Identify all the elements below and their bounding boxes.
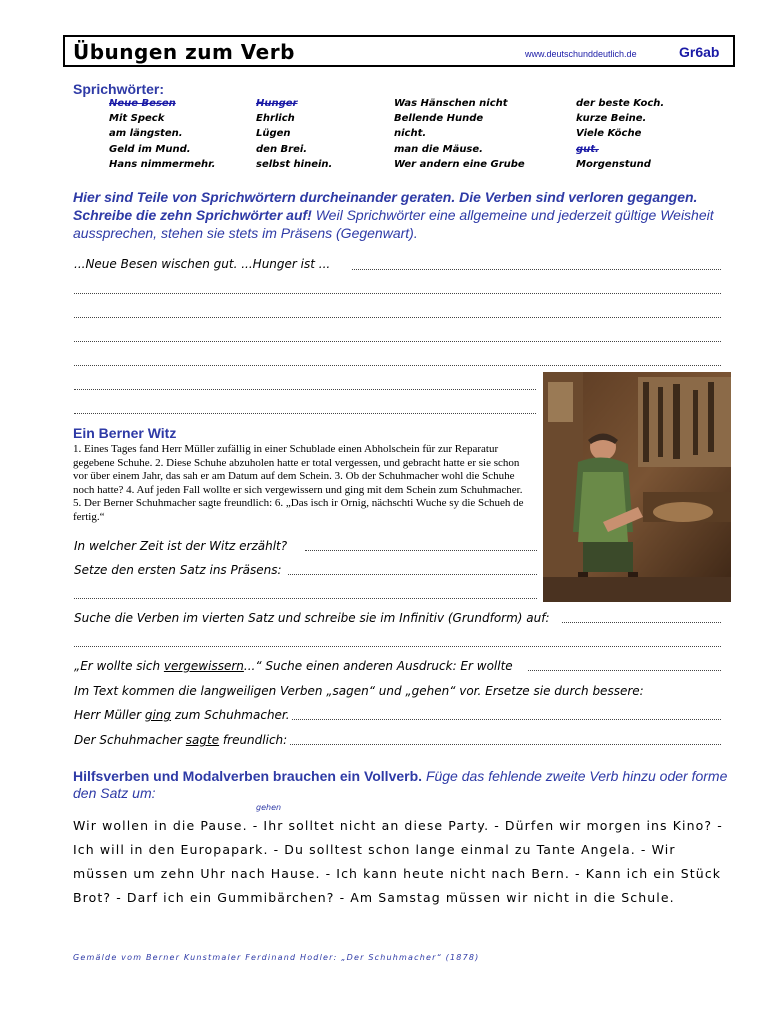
word-cell: den Brei. <box>256 144 308 155</box>
word-cell: Viele Köche <box>576 128 642 139</box>
page-title: Übungen zum Verb <box>73 40 295 64</box>
hilfsverben-sentences: Wir wollen in die Pause. - Ihr solltet nicht an diese Party. - Dürfen wir morgen ins Kino? - Ich will in den Europapark. - Du solltest schon lange einmal zu Tante Angela. - Wir müssen um zehn Uhr nach Hause. - Ich kann heute nicht nach Bern. - Kann ich ein Stück Brot? - Darf ich ein Gummibärchen? - Am Samstag müssen wir nicht in die Schule. <box>73 818 723 905</box>
hilfsverben-bold: Hilfsverben und Modalverben brauchen ein Vollverb. <box>73 768 423 784</box>
question-verbs: Im Text kommen die langweiligen Verben „sagen“ und „gehen“ vor. Ersetze sie durch bessere: <box>74 684 644 698</box>
word-cell: Bellende Hunde <box>394 113 484 124</box>
word-cell: am längsten. <box>109 128 183 139</box>
word-cell: Hunger <box>256 98 298 109</box>
word-cell: Neue Besen <box>109 98 176 109</box>
instruction-normal: Weil Sprichwörter eine allgemeine und jederzeit gültige Weisheit aussprechen, stehen sie stets im Präsens (Gegenwart). <box>73 207 714 241</box>
word-cell: nicht. <box>394 128 427 139</box>
question-ging: Herr Müller ging zum Schuhmacher. <box>74 708 290 722</box>
question-sagte: Der Schuhmacher sagte freundlich: <box>74 733 288 747</box>
answer-line[interactable] <box>74 377 536 390</box>
witz-heading: Ein Berner Witz <box>73 425 177 441</box>
witz-text: 1. Eines Tages fand Herr Müller zufällig in einer Schublade einen Abholschein für zur Reparatur gegebene Schuhe. 2. Diese Schuhe abzuholen hatte er total vergessen, und gebracht hatte er sie schon vor über einem Jahr, das sah er am Datum auf dem Schein. 3. Ob der Schuhmacher wohl die Schuhe noch hatte? 4. Auf jeden Fall wollte er sich vergewissern und ging mit dem Schein zum Schuhmacher. 5. Der Berner Schuhmacher sagte freundlich: 6. „Das isch ir Ornig, nächschti Wuche sy die Schueh de fertig.“ <box>73 443 524 523</box>
example-verb: gehen <box>256 803 282 812</box>
word-cell: Morgenstund <box>576 159 651 170</box>
word-cell: Lügen <box>256 128 291 139</box>
underlined-word: sagte <box>185 733 220 747</box>
word-cell: Mit Speck <box>109 113 165 124</box>
question-synonym: „Er wollte sich vergewissern...“ Suche einen anderen Ausdruck: Er wollte <box>74 659 513 673</box>
answer-line[interactable] <box>292 707 721 720</box>
painting-credit: Gemälde vom Berner Kunstmaler Ferdinand Hodler: „Der Schuhmacher“ (1878) <box>73 953 480 962</box>
word-cell: der beste Koch. <box>576 98 665 109</box>
grade-label: Gr6ab <box>679 44 720 60</box>
word-cell: kurze Beine. <box>576 113 647 124</box>
answer-example: ...Neue Besen wischen gut. ...Hunger ist ... <box>74 257 331 271</box>
sprichwoerter-heading: Sprichwörter: <box>73 81 165 97</box>
answer-line[interactable] <box>74 305 721 318</box>
worksheet-header <box>63 35 735 67</box>
question-present: Setze den ersten Satz ins Präsens: <box>74 563 282 577</box>
word-cell: Wer andern eine Grube <box>394 159 525 170</box>
answer-line[interactable] <box>352 257 721 270</box>
answer-line[interactable] <box>528 658 721 671</box>
instruction-bold: Hier sind Teile von Sprichwörtern durcheinander geraten. Die Verben sind verloren gegangen. Schreibe die zehn Sprichwörter auf! <box>73 189 698 223</box>
shoemaker-painting <box>543 372 731 602</box>
answer-line[interactable] <box>74 634 721 647</box>
word-cell: Hans nimmermehr. <box>109 159 216 170</box>
answer-line[interactable] <box>562 610 721 623</box>
answer-line[interactable] <box>74 401 536 414</box>
answer-line[interactable] <box>288 562 537 575</box>
website-url: www.deutschunddeutlich.de <box>525 49 637 59</box>
word-cell: Ehrlich <box>256 113 295 124</box>
word-cell: selbst hinein. <box>256 159 333 170</box>
word-cell: gut. <box>576 144 599 155</box>
answer-line[interactable] <box>74 281 721 294</box>
answer-line[interactable] <box>290 732 721 745</box>
answer-line[interactable] <box>74 586 537 599</box>
underlined-word: vergewissern <box>163 659 244 673</box>
underlined-word: ging <box>144 708 172 722</box>
answer-line[interactable] <box>74 353 721 366</box>
question-tense: In welcher Zeit ist der Witz erzählt? <box>74 539 288 553</box>
instruction-text <box>73 188 733 242</box>
word-cell: Geld im Mund. <box>109 144 191 155</box>
hilfsverben-normal: Füge das fehlende zweite Verb hinzu oder forme den Satz um: <box>73 768 728 801</box>
word-cell: man die Mäuse. <box>394 144 483 155</box>
word-cell: Was Hänschen nicht <box>394 98 508 109</box>
answer-line[interactable] <box>74 329 721 342</box>
question-infinitive: Suche die Verben im vierten Satz und schreibe sie im Infinitiv (Grundform) auf: <box>74 611 550 625</box>
answer-line[interactable] <box>305 538 537 551</box>
hilfsverben-instruction <box>73 768 733 802</box>
